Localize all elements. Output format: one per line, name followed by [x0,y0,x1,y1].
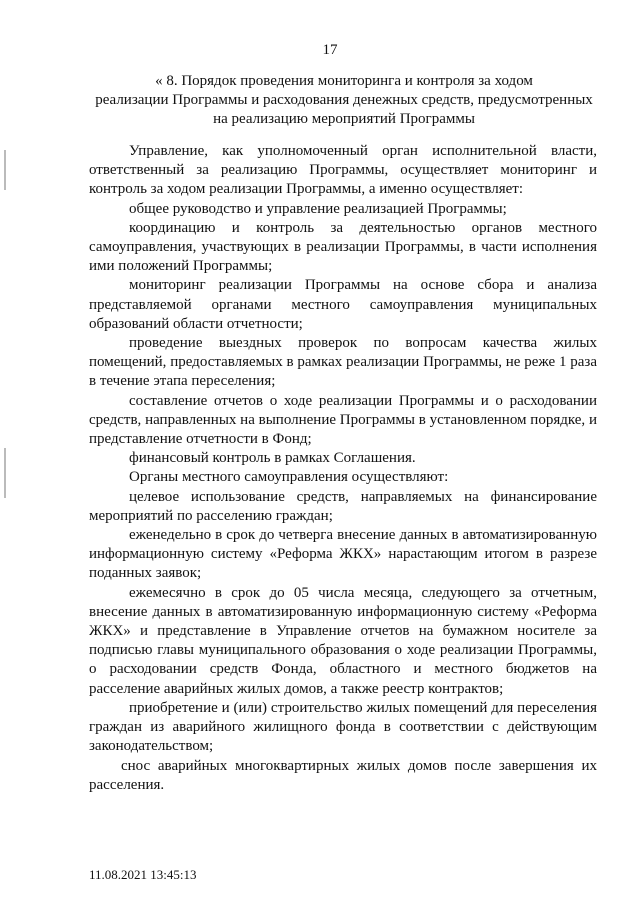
section-heading [84,72,604,129]
paragraph: общее руководство и управление реализацией Программы; [129,200,507,217]
paragraph: снос аварийных многоквартирных жилых домов после завершения их расселения. [89,757,597,793]
heading-line: реализации Программы и расходования денежных средств, предусмотренных [95,92,593,108]
paragraph: еженедельно в срок до четверга внесение данных в автоматизированную информационную систему «Реформа ЖКХ» нарастающим итогом в разрезе поданных заявок; [89,527,597,582]
margin-mark-middle [4,448,6,498]
heading-line: на реализацию мероприятий Программы [213,111,475,127]
document-body [89,142,597,795]
footer-timestamp: 11.08.2021 13:45:13 [89,867,197,882]
paragraph: проведение выездных проверок по вопросам качества жилых помещений, предоставляемых в рамках реализации Программы, не реже 1 раза в течение этапа переселения; [89,335,597,390]
margin-mark-top [4,150,6,190]
paragraph: составление отчетов о ходе реализации Программы и о расходовании средств, направленных на выполнение Программы в установленном порядке, и представление отчетности в Фонд; [89,392,597,448]
paragraph: координацию и контроль за деятельностью органов местного самоуправления, участвующих в реализации Программы, в части исполнения ими положений Программы; [89,219,597,275]
paragraph: мониторинг реализации Программы на основе сбора и анализа представляемой органами местного самоуправления муниципальных образований области отчетности; [89,277,597,332]
paragraph: целевое использование средств, направляемых на финансирование мероприятий по расселению граждан; [89,488,597,524]
paragraph: финансовый контроль в рамках Соглашения. [129,450,416,467]
page-number: 17 [322,42,338,58]
paragraph: Управление, как уполномоченный орган исполнительной власти, ответственный за реализацию Программы, осуществляет мониторинг и контроль за ходом реализации Программы, а именно осуществляет: [89,143,597,198]
paragraph: ежемесячно в срок до 05 числа месяца, следующего за отчетным, внесение данных в автоматизированную информационную систему «Реформа ЖКХ» и представление в Управление отчетов на бумажном носителе за подписью главы муниципального образования о ходе реализации Программы, о расходовании средств Фонда, областного и местного бюджетов на расселение аварийных жилых домов, а также реестр контрактов; [89,584,597,697]
paragraph: Органы местного самоуправления осуществляют: [129,469,449,486]
paragraph: приобретение и (или) строительство жилых помещений для переселения граждан из аварийного жилищного фонда в соответствии с действующим законодательством; [89,699,597,755]
heading-line: « 8. Порядок проведения мониторинга и контроля за ходом [155,73,533,89]
